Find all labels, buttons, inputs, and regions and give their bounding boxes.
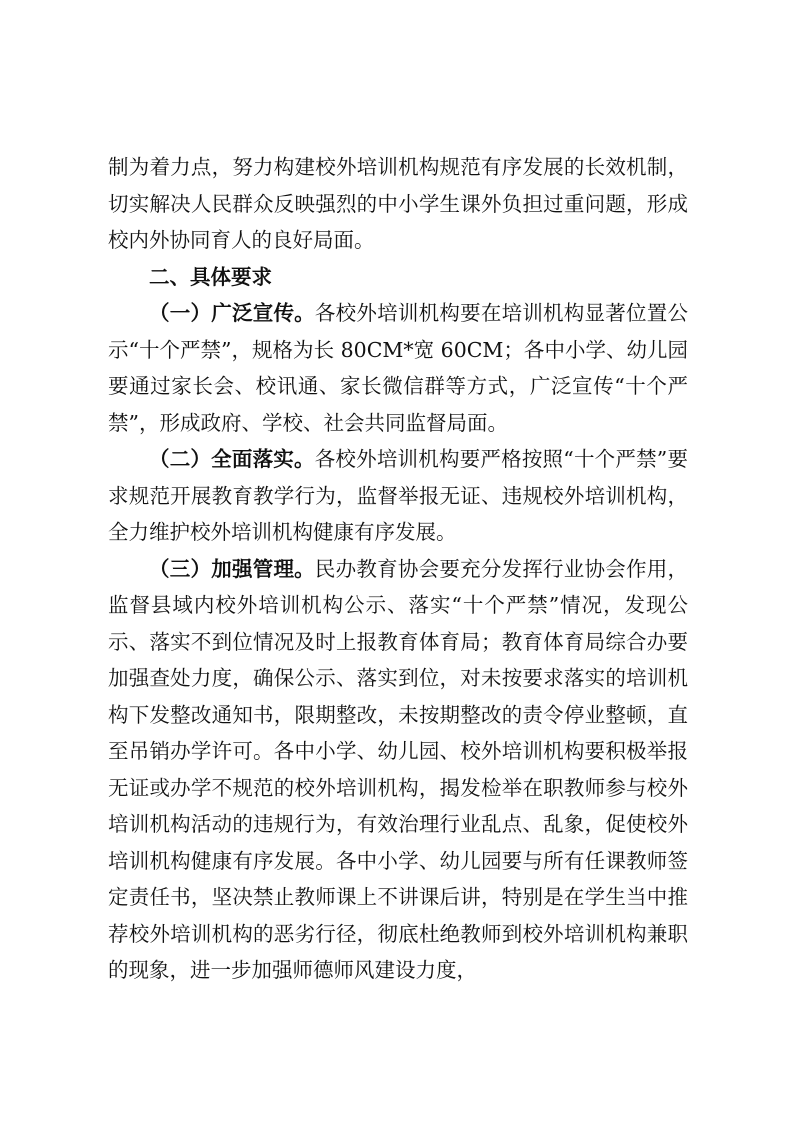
document-body <box>108 149 688 989</box>
item-paragraph-2 <box>108 441 688 551</box>
item-lead-3: （三）加强管理。 <box>149 556 315 581</box>
item-lead-2: （二）全面落实。 <box>149 447 315 471</box>
item-lead-1: （一）广泛宣传。 <box>149 301 315 325</box>
item-paragraph-1 <box>108 295 688 441</box>
item-text-2: 各校外培训机构要严格按照“十个严禁”要求规范开展教育教学行为，监督举报无证、违规校外培训机构，全力维护校外培训机构健康有序发展。 <box>108 447 688 544</box>
intro-paragraph: 制为着力点，努力构建校外培训机构规范有序发展的长效机制，切实解决人民群众反映强烈的中小学生课外负担过重问题，形成校内外协同育人的良好局面。 <box>108 155 688 252</box>
item-text-1: 各校外培训机构要在培训机构显著位置公示“十个严禁”，规格为长 80CM*宽 60CM；各中小学、幼儿园要通过家长会、校讯通、家长微信群等方式，广泛宣传“十个严禁”，形成政府、学校、社会共同监督局面。 <box>108 301 689 435</box>
item-paragraph-3 <box>108 551 688 989</box>
item-text-3: 民办教育协会要充分发挥行业协会作用，监督县域内校外培训机构公示、落实“十个严禁”情况，发现公示、落实不到位情况及时上报教育体育局；教育体育局综合办要加强查处力度，确保公示、落实到位，对未按要求落实的培训机构下发整改通知书，限期整改，未按期整改的责令停业整顿，直至吊销办学许可。各中小学、幼儿园、校外培训机构要积极举报无证或办学不规范的校外培训机构，揭发检举在职教师参与校外培训机构活动的违规行为，有效治理行业乱点、乱象，促使校外培训机构健康有序发展。各中小学、幼儿园要与所有任课教师签定责任书，坚决禁止教师课上不讲课后讲，特别是在学生当中推荐校外培训机构的恶劣行径，彻底杜绝教师到校外培训机构兼职的现象，进一步加强师德师风建设力度， <box>108 556 689 982</box>
section-heading: 二、具体要求 <box>149 264 272 289</box>
